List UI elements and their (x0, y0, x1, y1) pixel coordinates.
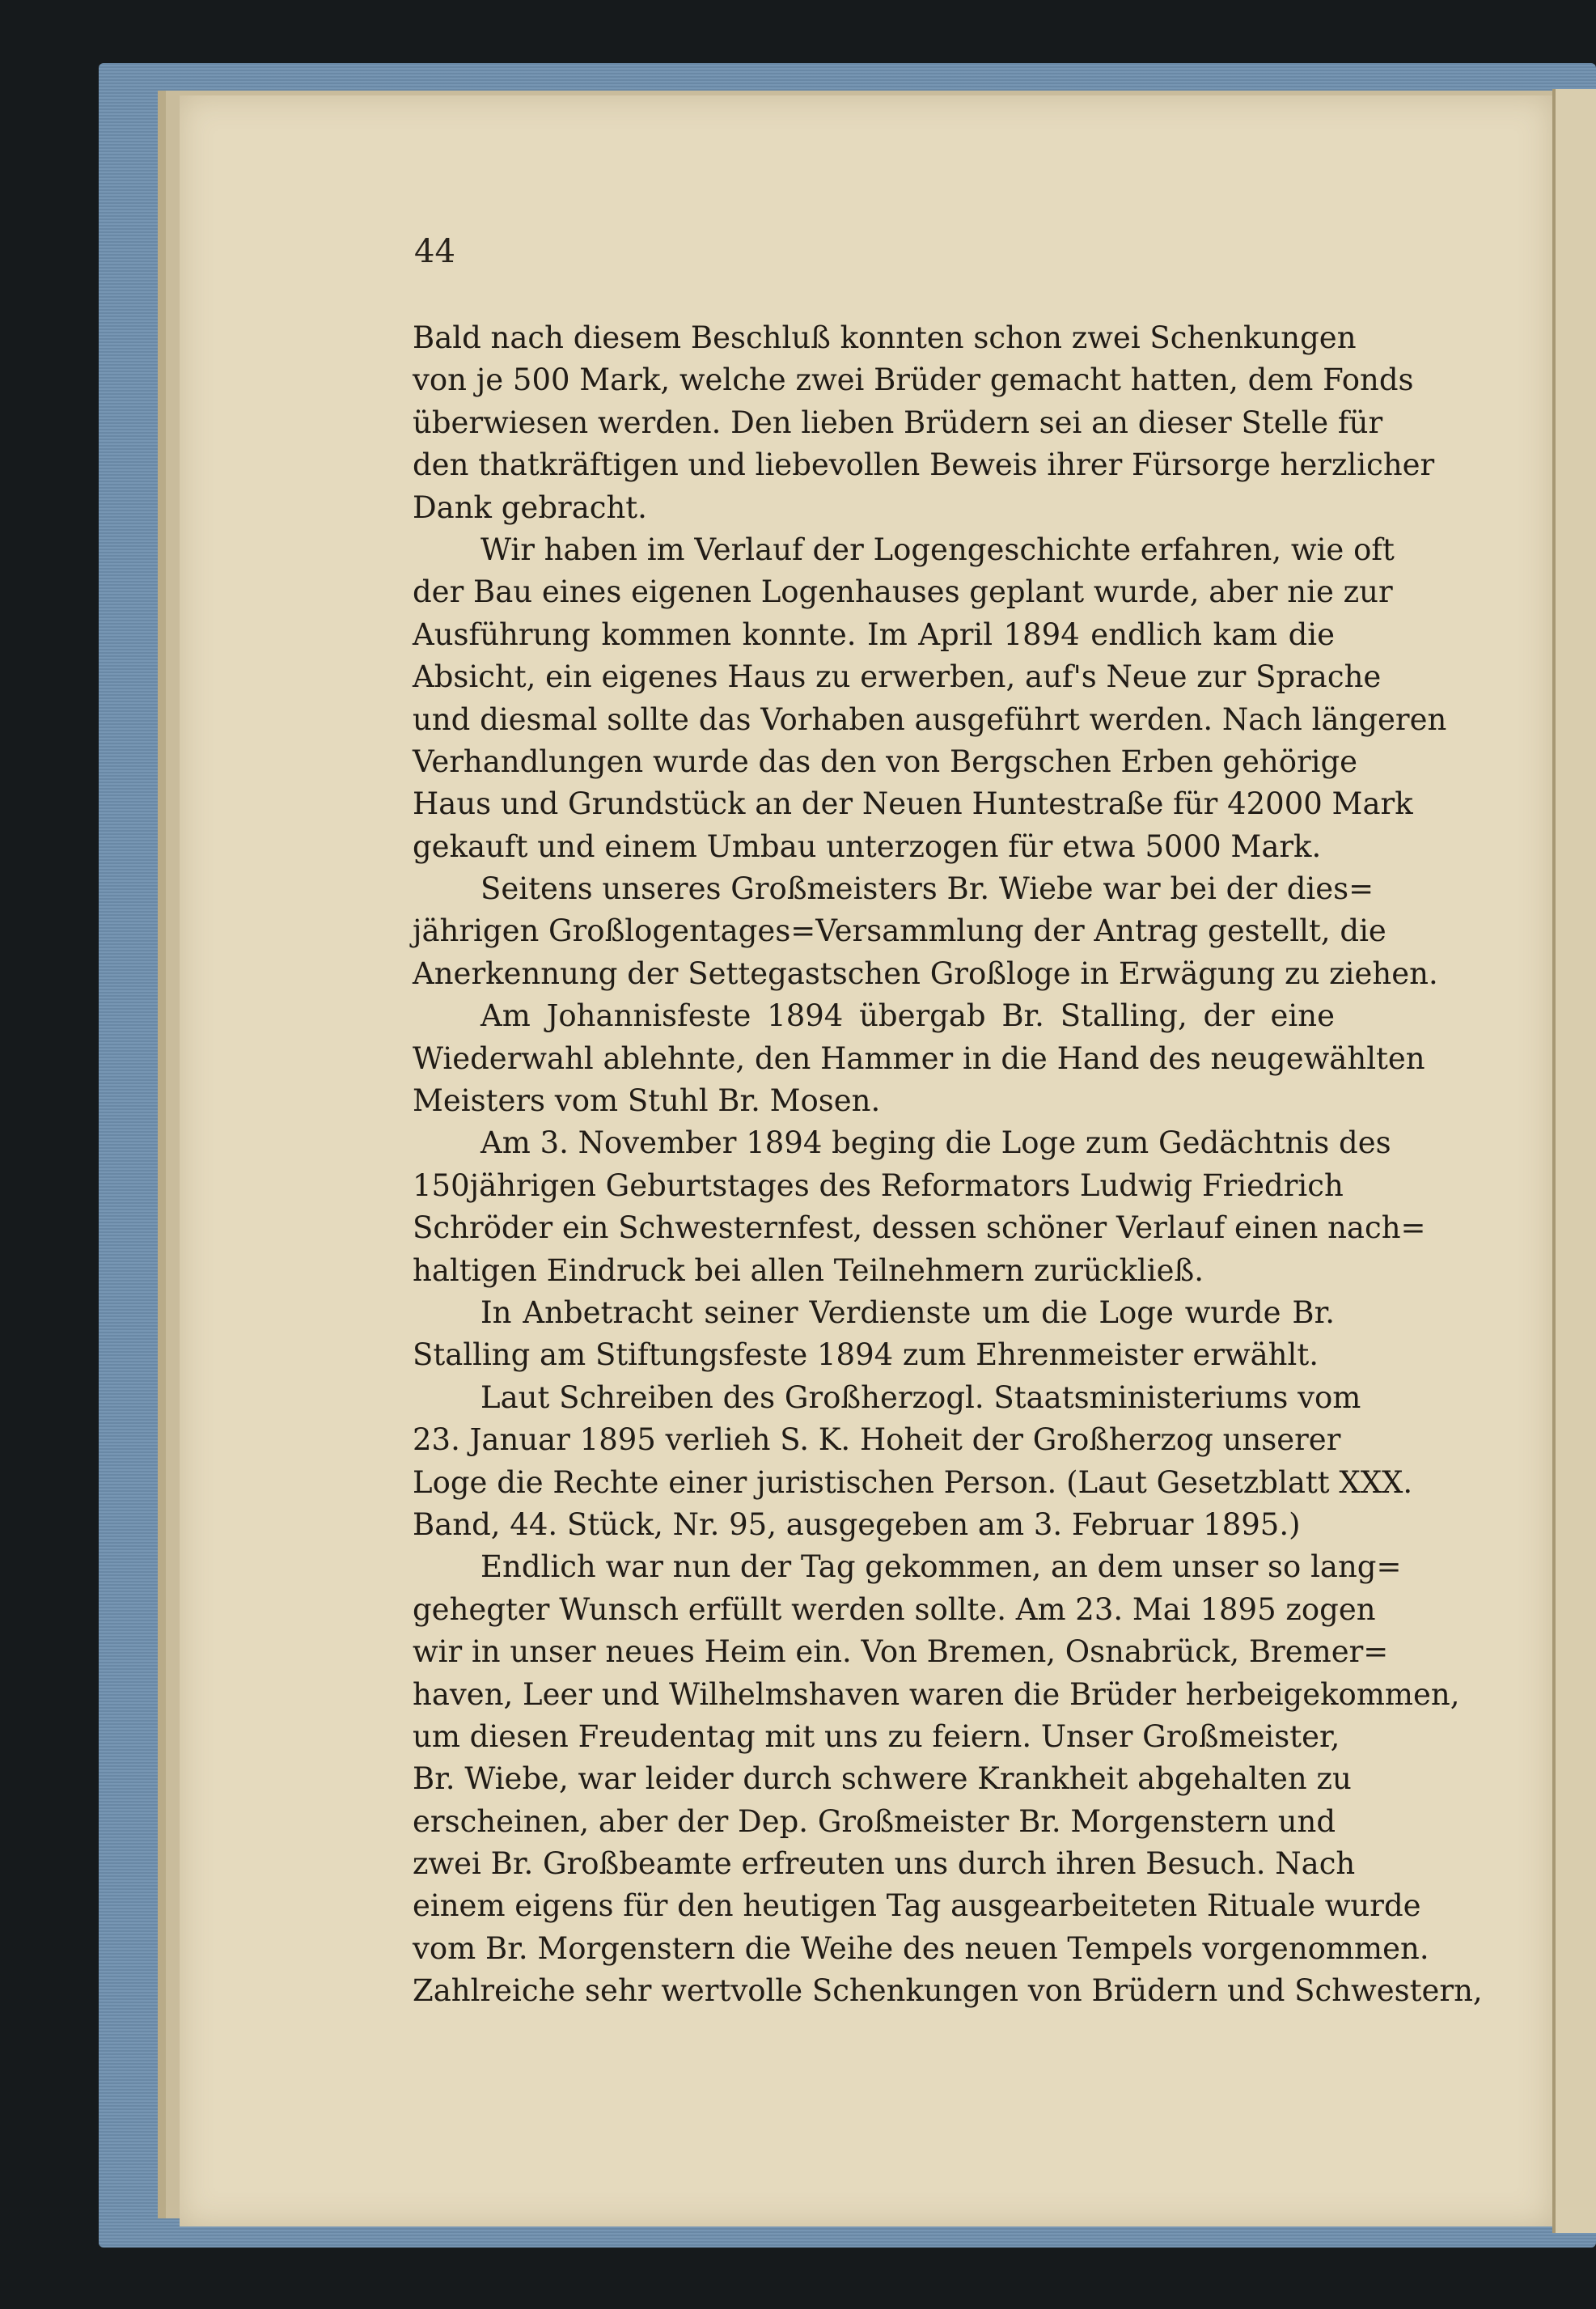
text-line: Endlich war nun der Tag gekommen, an dem unser so lang= (480, 1549, 1402, 1585)
text-line: überwiesen werden. Den lieben Brüdern sei an dieser Stelle für (413, 405, 1383, 440)
text-line: und diesmal sollte das Vorhaben ausgeführt werden. Nach längeren (413, 701, 1447, 737)
text-line: Verhandlungen wurde das den von Bergschen Erben gehörige (413, 744, 1358, 779)
text-line: Wir haben im Verlauf der Logengeschichte erfahren, wie oft (480, 532, 1395, 567)
text-line: Seitens unseres Großmeisters Br. Wiebe war bei der dies= (480, 871, 1374, 907)
text-line: Anerkennung der Settegastschen Großloge in Erwägung zu ziehen. (413, 955, 1438, 991)
text-line: der Bau eines eigenen Logenhauses geplant wurde, aber nie zur (413, 574, 1393, 610)
text-line: Bald nach diesem Beschluß konnten schon zwei Schenkungen (413, 320, 1357, 355)
text-line: den thatkräftigen und liebevollen Beweis ihrer Fürsorge herzlicher (413, 447, 1435, 483)
text-line: Br. Wiebe, war leider durch schwere Krankheit abgehalten zu (413, 1761, 1352, 1797)
text-line: von je 500 Mark, welche zwei Brüder gemacht hatten, dem Fonds (413, 362, 1414, 398)
text-line: 23. Januar 1895 verlieh S. K. Hoheit der Großherzog unserer (413, 1422, 1341, 1458)
text-line: gekauft und einem Umbau unterzogen für etwa 5000 Mark. (413, 828, 1322, 864)
text-line: zwei Br. Großbeamte erfreuten uns durch ihren Besuch. Nach (413, 1846, 1356, 1882)
page-number: 44 (414, 233, 455, 270)
facing-page-edge (1552, 89, 1596, 2233)
text-line: haltigen Eindruck bei allen Teilnehmern zurückließ. (413, 1252, 1204, 1288)
text-line: Band, 44. Stück, Nr. 95, ausgegeben am 3. Februar 1895.) (413, 1506, 1301, 1542)
text-line: Dank gebracht. (413, 489, 647, 525)
text-line: Haus und Grundstück an der Neuen Huntestraße für 42000 Mark (413, 786, 1413, 822)
text-line: haven, Leer und Wilhelmshaven waren die Brüder herbeigekommen, (413, 1676, 1460, 1712)
text-line: Loge die Rechte einer juristischen Person. (Laut Gesetzblatt XXX. (413, 1464, 1413, 1500)
text-line: Laut Schreiben des Großherzogl. Staatsministeriums vom (480, 1379, 1361, 1415)
text-line: jährigen Großlogentages=Versammlung der Antrag gestellt, die (413, 913, 1386, 949)
text-line: Zahlreiche sehr wertvolle Schenkungen von Brüdern und Schwestern, (413, 1973, 1483, 2009)
text-line: 150jährigen Geburtstages des Reformators Ludwig Friedrich (413, 1167, 1344, 1203)
text-line: Wiederwahl ablehnte, den Hammer in die Hand des neugewählten (413, 1040, 1425, 1076)
text-line: Stalling am Stiftungsfeste 1894 zum Ehrenmeister erwählt. (413, 1337, 1319, 1373)
text-line: Absicht, ein eigenes Haus zu erwerben, auf's Neue zur Sprache (413, 659, 1382, 695)
text-line: vom Br. Morgenstern die Weihe des neuen Tempels vorgenommen. (413, 1930, 1429, 1966)
page-text (413, 317, 1483, 2013)
text-line: erscheinen, aber der Dep. Großmeister Br. Morgenstern und (413, 1803, 1336, 1839)
text-line: gehegter Wunsch erfüllt werden sollte. Am 23. Mai 1895 zogen (413, 1591, 1376, 1627)
text-line: Meisters vom Stuhl Br. Mosen. (413, 1083, 881, 1119)
text-line: In Anbetracht seiner Verdienste um die Loge wurde Br. (480, 1294, 1335, 1330)
text-line: Ausführung kommen konnte. Im April 1894 endlich kam die (413, 616, 1335, 652)
text-line: Am 3. November 1894 beging die Loge zum Gedächtnis des (480, 1125, 1391, 1161)
text-line: um diesen Freudentag mit uns zu feiern. Unser Großmeister, (413, 1718, 1340, 1754)
text-line: wir in unser neues Heim ein. Von Bremen, Osnabrück, Bremer= (413, 1634, 1389, 1670)
text-line: einem eigens für den heutigen Tag ausgearbeiteten Rituale wurde (413, 1888, 1421, 1924)
text-line: Am Johannisfeste 1894 übergab Br. Stalling, der eine (480, 998, 1335, 1034)
text-line: Schröder ein Schwesternfest, dessen schöner Verlauf einen nach= (413, 1210, 1426, 1246)
